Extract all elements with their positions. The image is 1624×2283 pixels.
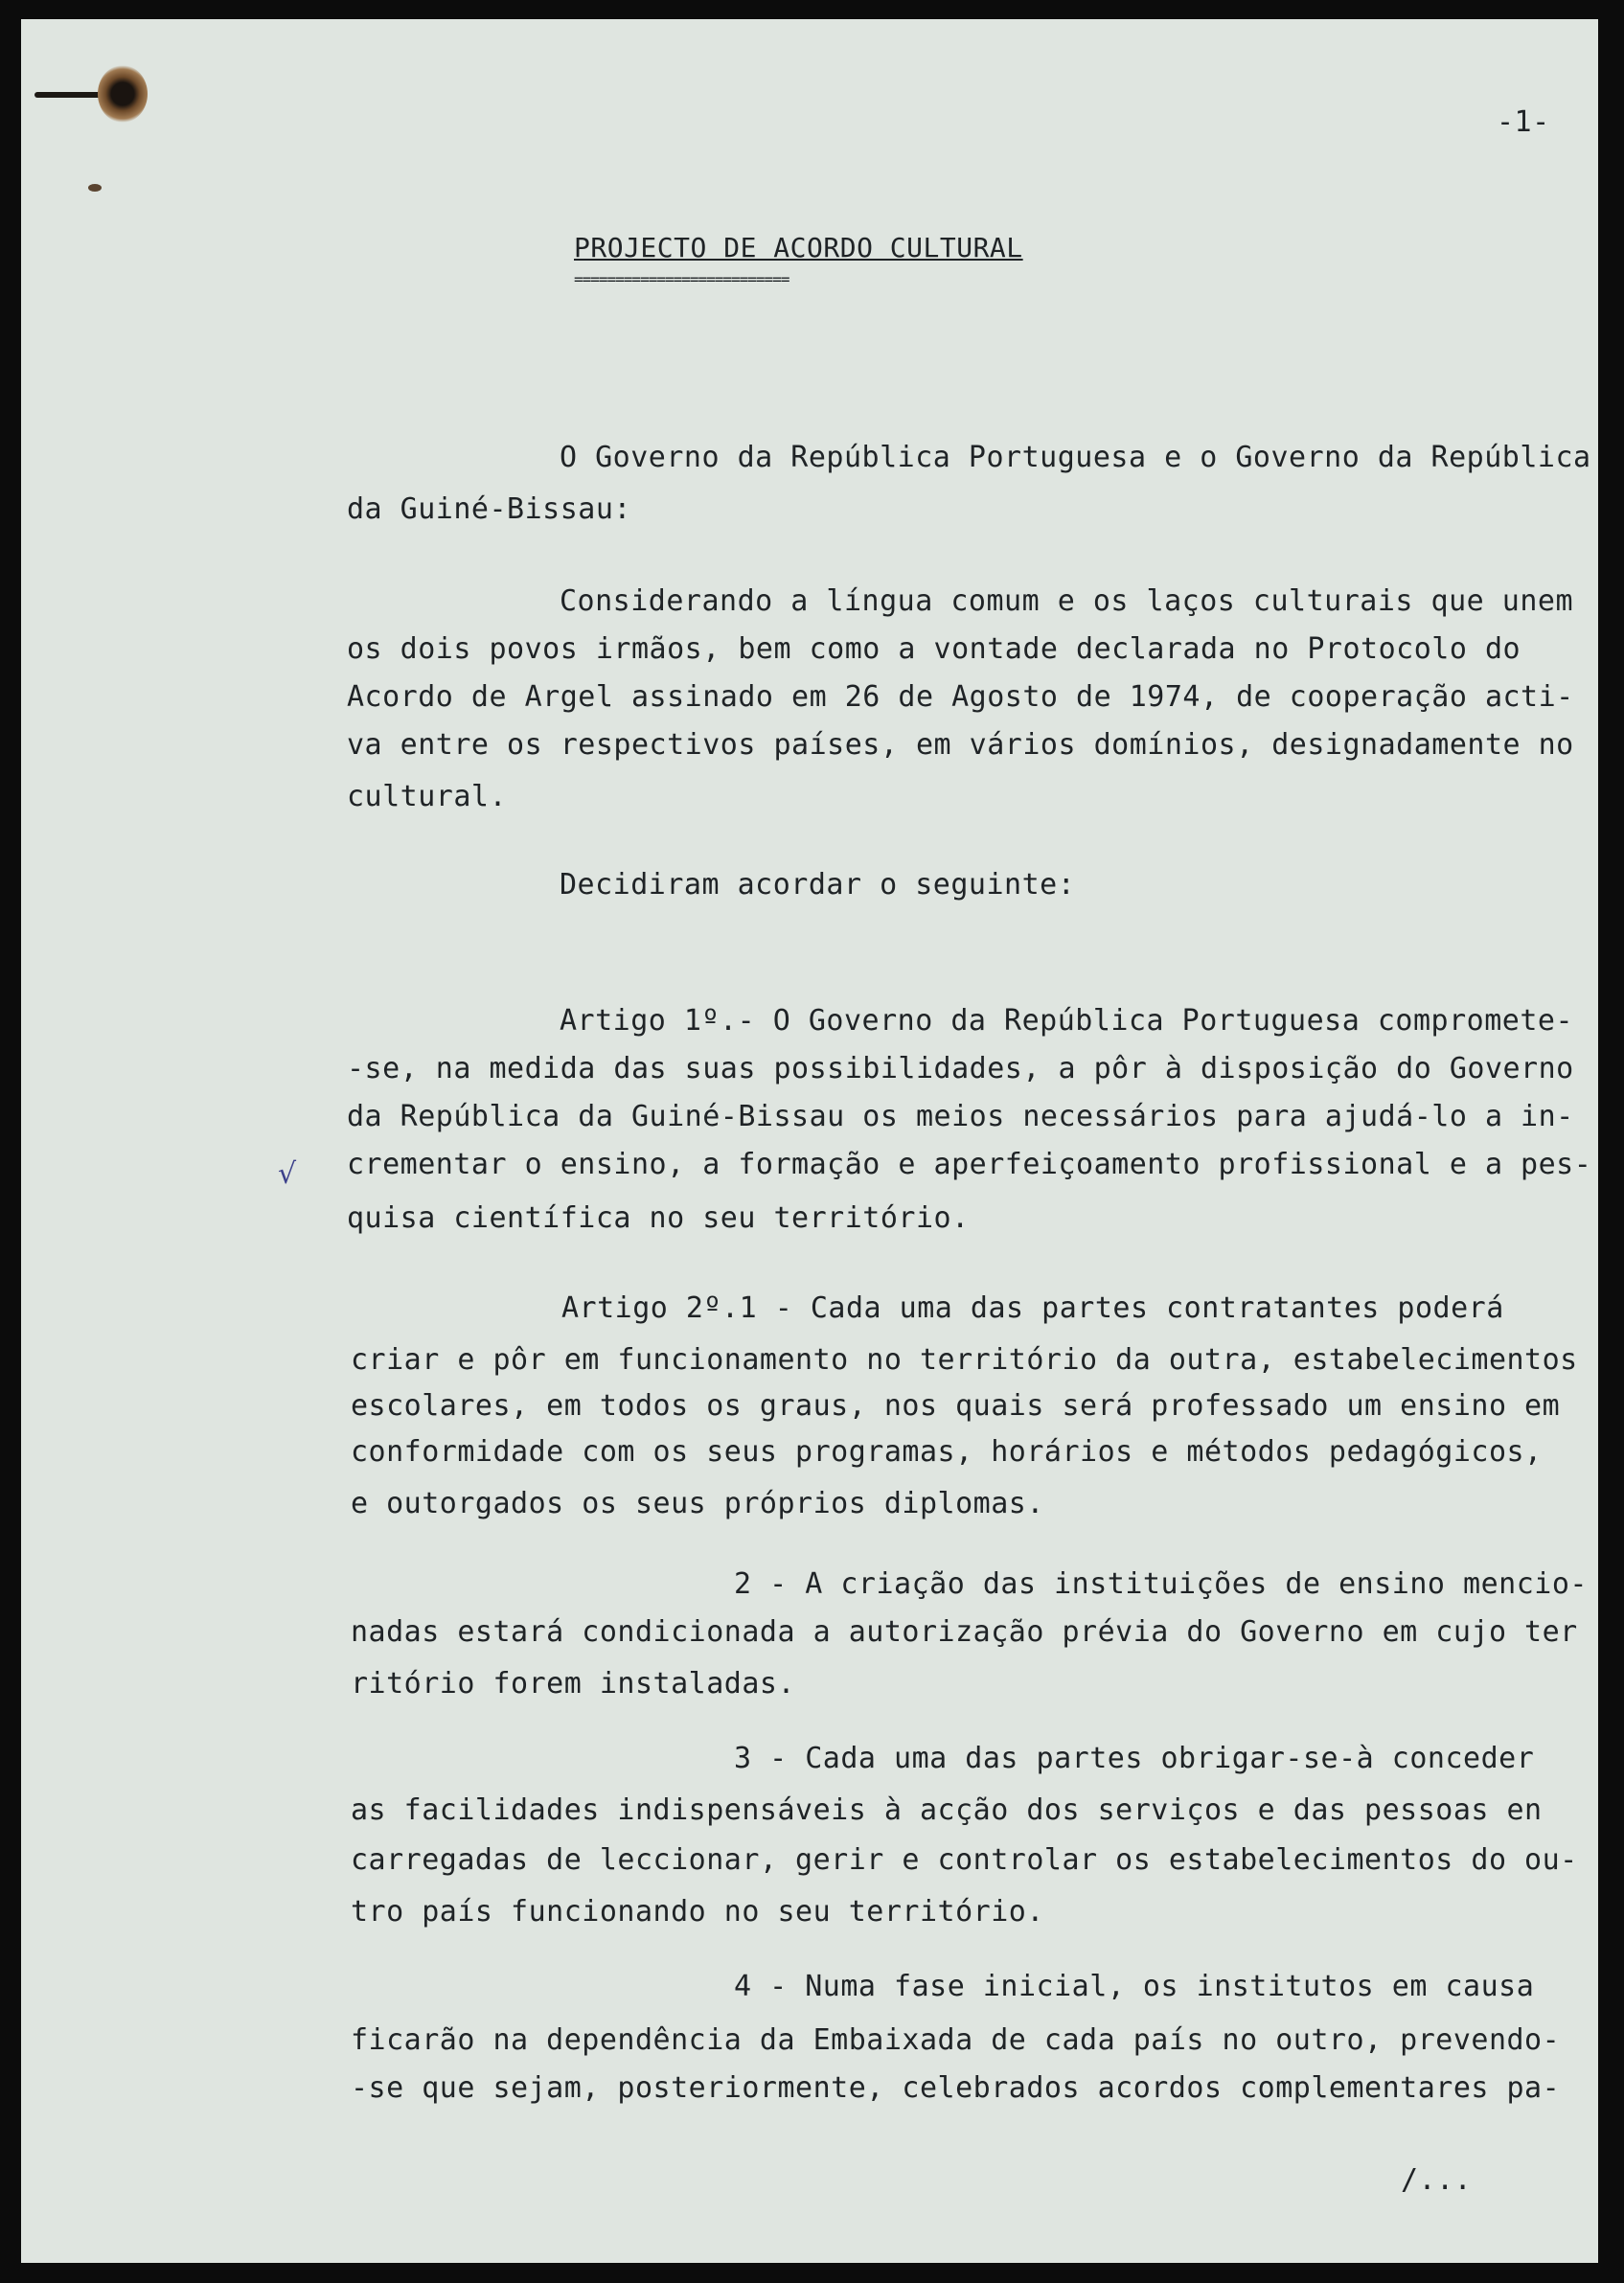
text-line: criar e pôr em funcionamento no território da outra, estabelecimentos (351, 1343, 1578, 1377)
text-line: Considerando a língua comum e os laços culturais que unem (560, 584, 1574, 618)
text-line: va entre os respectivos países, em vários domínios, designadamente no (347, 728, 1574, 762)
text-line: 2 - A criação das instituições de ensino mencio- (734, 1567, 1588, 1601)
text-line: ritório forem instaladas. (351, 1667, 796, 1701)
text-line: as facilidades indispensáveis à acção dos serviços e das pessoas en (351, 1793, 1543, 1827)
text-line: cultural. (347, 780, 508, 813)
rust-stain (98, 65, 148, 123)
text-line: tro país funcionando no seu território. (351, 1895, 1044, 1929)
text-line: da Guiné-Bissau: (347, 492, 631, 526)
text-line: Artigo 1º.- O Governo da República Portuguesa comprometе- (560, 1004, 1574, 1038)
text-line: da República da Guiné-Bissau os meios necessários para ajudá-lo a in- (347, 1100, 1574, 1133)
text-line: nadas estará condicionada a autorização prévia do Governo em cujo ter (351, 1615, 1578, 1649)
continuation-mark: /... (1401, 2163, 1473, 2197)
check-mark-icon: √ (278, 1157, 297, 1191)
document-page (21, 19, 1598, 2263)
text-line: Acordo de Argel assinado em 26 de Agosto de 1974, de cooperação acti- (347, 680, 1574, 714)
text-line: carregadas de leccionar, gerir e controlar os estabelecimentos do ou- (351, 1843, 1578, 1877)
text-line: 3 - Cada uma das partes obrigar-se-à conceder (734, 1742, 1535, 1775)
text-line: conformidade com os seus programas, horários e métodos pedagógicos, (351, 1435, 1543, 1469)
text-line: ficarão na dependência da Embaixada de cada país no outro, prevendo- (351, 2023, 1561, 2057)
text-line: -se que sejam, posteriormente, celebrados acordos complementares pa- (351, 2071, 1561, 2105)
rust-speck (88, 184, 102, 192)
text-line: Decidiram acordar o seguinte: (560, 868, 1076, 902)
document-title: PROJECTO DE ACORDO CULTURAL (574, 232, 1023, 263)
text-line: crementar o ensino, a formação e aperfeiçoamento profissional e a pes- (347, 1148, 1592, 1181)
text-line: quisa científica no seu território. (347, 1201, 970, 1235)
text-line: 4 - Numa fase inicial, os institutos em causa (734, 1970, 1535, 2003)
title-double-rule: ========================== (574, 270, 789, 288)
text-line: -se, na medida das suas possibilidades, a pôr à disposição do Governo (347, 1052, 1574, 1085)
text-line: escolares, em todos os graus, nos quais será professado um ensino em (351, 1389, 1561, 1423)
text-line: Artigo 2º.1 - Cada uma das partes contratantes poderá (561, 1291, 1504, 1325)
text-line: e outorgados os seus próprios diplomas. (351, 1487, 1044, 1520)
page-number: -1- (1497, 105, 1550, 139)
text-line: os dois povos irmãos, bem como a vontade declarada no Protocolo do (347, 632, 1521, 666)
text-line: O Governo da República Portuguesa e o Governo da República (560, 441, 1591, 474)
